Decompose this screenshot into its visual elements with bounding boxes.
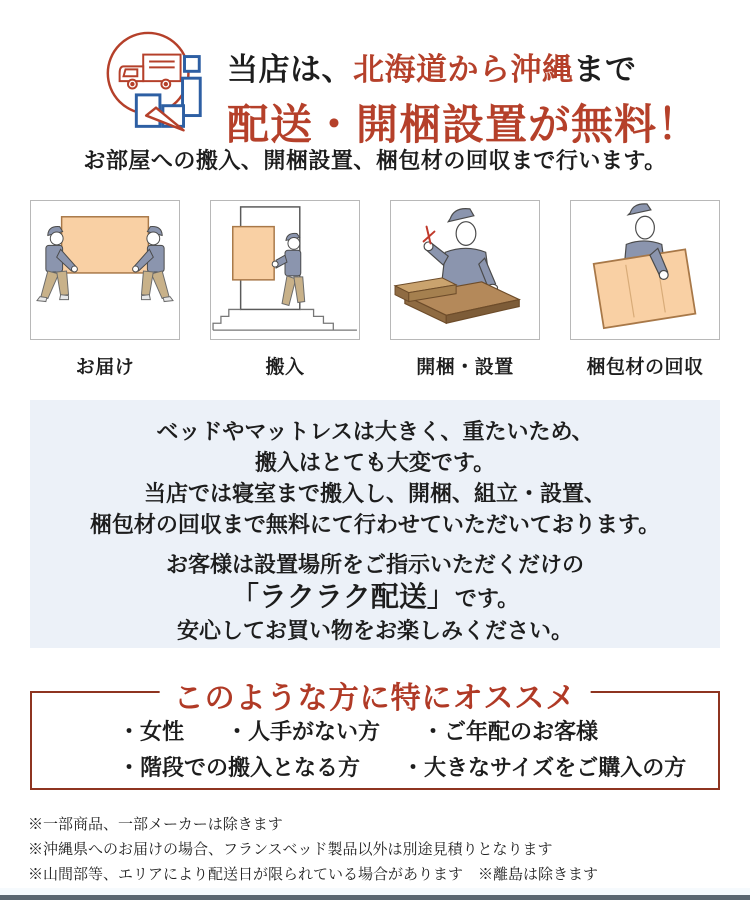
desc-line-4: 梱包材の回収まで無料にて行わせていただいております。 xyxy=(89,512,661,537)
service-description-paragraph1 xyxy=(30,416,720,540)
step-carry-in-label: 搬入 xyxy=(265,357,305,378)
step-packing-collection xyxy=(570,200,720,379)
rakuraku-delivery-highlight: 「ラクラク配送」 xyxy=(230,581,455,612)
service-description-box xyxy=(30,400,720,648)
footnotes xyxy=(28,812,598,887)
recommend-item-women: ・女性 xyxy=(118,719,185,744)
footnote-3: ※山間部等、エリアにより配送日が限られている場合があります ※離島は除きます xyxy=(28,866,599,883)
recommend-item-stairs: ・階段での搬入となる方 xyxy=(118,755,361,780)
title-line1-post: まで xyxy=(573,52,637,87)
step-delivery-image xyxy=(30,200,180,340)
step-delivery-label: お届け xyxy=(75,357,135,378)
truck-speech-bubble-sofa-icon xyxy=(97,30,215,146)
worker-unpacking-with-scissors-illustration xyxy=(391,201,539,339)
service-description-paragraph2 xyxy=(30,549,720,647)
recommend-item-large-size: ・大きなサイズをご購入の方 xyxy=(402,755,687,780)
next-section-top-edge xyxy=(0,895,750,900)
desc-line-5: お客様は設置場所をご指示いただくだけの xyxy=(165,552,584,577)
footnote-2: ※沖縄県へのお届けの場合、フランスベッド製品以外は別途見積りとなります xyxy=(28,841,553,858)
recommended-row-1 xyxy=(118,714,718,750)
header-title xyxy=(227,44,700,152)
header-title-line1 xyxy=(227,44,700,89)
next-section-light-strip xyxy=(0,888,750,895)
recommended-for-box xyxy=(30,682,720,790)
step-unpack-setup xyxy=(390,200,540,379)
recommended-for-title: このような方に特にオススメ xyxy=(160,673,591,717)
step-unpack-setup-label: 開梱・設置 xyxy=(416,357,514,378)
recommend-item-no-help: ・人手がない方 xyxy=(226,719,381,744)
step-packing-collection-image xyxy=(570,200,720,340)
recommended-row-2 xyxy=(118,750,718,786)
two-workers-carrying-box-illustration xyxy=(31,201,179,339)
step-carry-in-image xyxy=(210,200,360,340)
step-carry-in xyxy=(210,200,360,379)
worker-carrying-cardboard-illustration xyxy=(571,201,719,339)
worker-carrying-box-through-door-illustration xyxy=(211,201,359,339)
step-packing-collection-label: 梱包材の回収 xyxy=(586,357,704,378)
recommend-item-elderly: ・ご年配のお客様 xyxy=(422,719,599,744)
service-steps-row xyxy=(30,200,720,379)
footnote-1: ※一部商品、一部メーカーは除きます xyxy=(28,816,283,833)
header-title-line2: 配送・開梱設置が無料！ xyxy=(227,101,701,148)
desc-line-1: ベッドやマットレスは大きく、重たいため、 xyxy=(156,419,594,444)
desc-line-6-suffix: です。 xyxy=(454,586,520,611)
desc-line-2: 搬入はとても大変です。 xyxy=(254,450,496,475)
title-line1-highlight: 北海道から沖縄 xyxy=(353,52,574,87)
step-unpack-setup-image xyxy=(390,200,540,340)
desc-line-3: 当店では寝室まで搬入し、開梱、組立・設置、 xyxy=(143,481,606,506)
desc-line-7: 安心してお買い物をお楽しみください。 xyxy=(176,618,573,643)
step-delivery xyxy=(30,200,180,379)
header-subtitle: お部屋への搬入、開梱設置、梱包材の回収まで行います。 xyxy=(83,148,667,173)
title-line1-pre: 当店は、 xyxy=(227,52,353,87)
